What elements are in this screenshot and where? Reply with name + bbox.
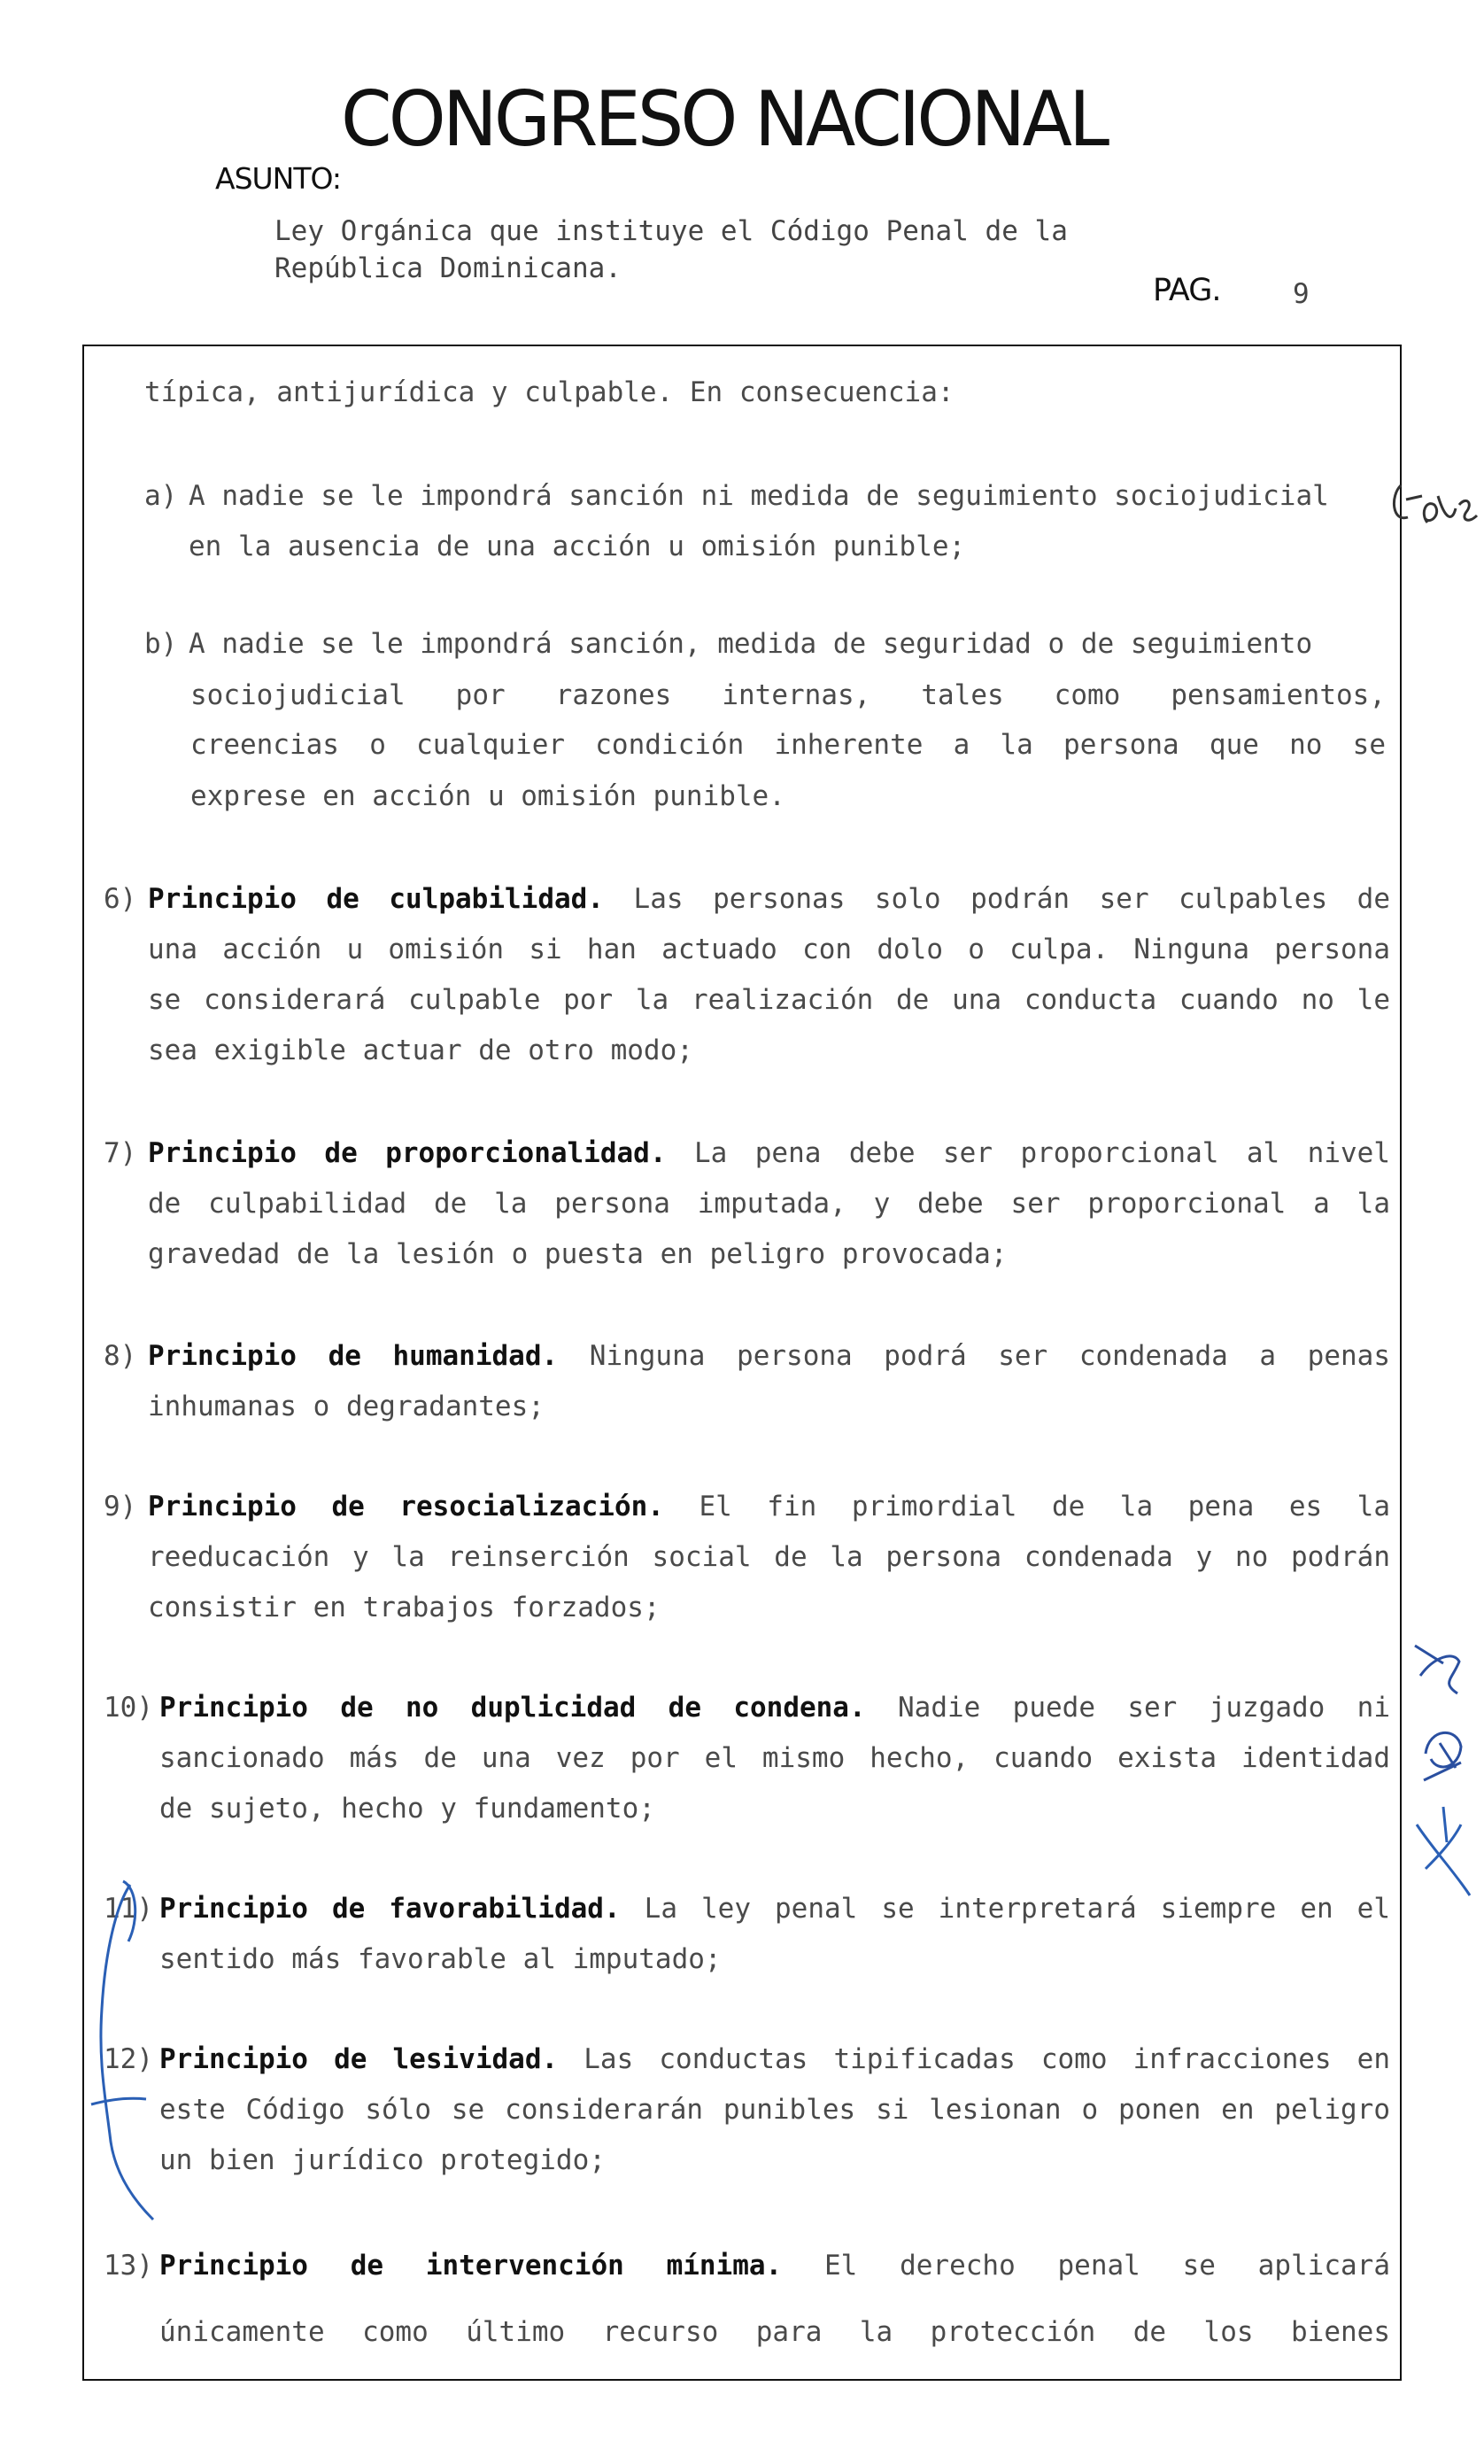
principle-first-line bbox=[159, 1895, 1390, 1923]
page-title: CONGRESO NACIONAL bbox=[341, 75, 1107, 164]
principle-number: 9) bbox=[104, 1491, 137, 1523]
principle-title: Principio de favorabilidad. bbox=[159, 1893, 621, 1925]
principle-text: Las personas solo podrán ser culpables de bbox=[633, 883, 1390, 915]
principle-number: 10) bbox=[104, 1692, 153, 1724]
principle-number: 8) bbox=[104, 1340, 137, 1372]
subject-line: República Dominicana. bbox=[274, 252, 622, 284]
principle-title: Principio de humanidad. bbox=[148, 1340, 559, 1372]
signature-mark-right bbox=[1408, 1630, 1484, 1913]
principle-line: se considerará culpable por la realización de una conducta cuando no le bbox=[148, 984, 1390, 1016]
principle-first-line bbox=[148, 1137, 1390, 1169]
principle-text: La ley penal se interpretará siempre en el bbox=[644, 1893, 1390, 1925]
principle-line: únicamente como último recurso para la protección de los bienes bbox=[159, 2316, 1390, 2348]
principle-line: sea exigible actuar de otro modo; bbox=[148, 1034, 693, 1066]
principle-line: de culpabilidad de la persona imputada, y debe ser proporcional a la bbox=[148, 1188, 1390, 1220]
principle-title: Principio de lesividad. bbox=[159, 2043, 559, 2075]
item-marker: b) bbox=[144, 628, 178, 660]
principle-first-line bbox=[159, 1694, 1390, 1722]
principle-text: Ninguna persona podrá ser condenada a penas bbox=[589, 1340, 1390, 1372]
principle-title: Principio de proporcionalidad. bbox=[148, 1137, 667, 1169]
principle-title: Principio de culpabilidad. bbox=[148, 883, 604, 915]
principle-line: una acción u omisión si han actuado con dolo o culpa. Ninguna persona bbox=[148, 934, 1390, 965]
subject-line: Ley Orgánica que instituye el Código Penal de la bbox=[274, 215, 1068, 247]
item-b-line: A nadie se le impondrá sanción, medida de seguridad o de seguimiento bbox=[189, 628, 1313, 660]
principle-title: Principio de intervención mínima. bbox=[159, 2250, 783, 2282]
page-label: PAG. bbox=[1153, 273, 1221, 308]
principle-first-line bbox=[148, 1340, 1390, 1372]
principle-line: un bien jurídico protegido; bbox=[159, 2144, 606, 2176]
principle-number: 12) bbox=[104, 2043, 153, 2075]
item-b-line: creencias o cualquier condición inherente a la persona que no se bbox=[190, 729, 1386, 761]
principle-first-line bbox=[159, 2252, 1390, 2280]
principle-number: 6) bbox=[104, 883, 137, 915]
principle-text: El fin primordial de la pena es la bbox=[699, 1491, 1390, 1523]
subject bbox=[274, 213, 1068, 287]
principle-first-line bbox=[148, 883, 1390, 915]
item-a-line: en la ausencia de una acción u omisión punible; bbox=[189, 531, 966, 562]
item-a-line: A nadie se le impondrá sanción ni medida de seguimiento sociojudicial bbox=[189, 480, 1329, 512]
item-marker: a) bbox=[144, 480, 178, 512]
principle-number: 13) bbox=[104, 2250, 153, 2282]
principle-first-line bbox=[148, 1493, 1390, 1521]
principle-text: El derecho penal se aplicará bbox=[824, 2250, 1390, 2282]
principle-line: sentido más favorable al imputado; bbox=[159, 1943, 722, 1975]
page-number: 9 bbox=[1293, 278, 1310, 310]
principle-line: reeducación y la reinserción social de la persona condenada y no podrán bbox=[148, 1541, 1390, 1573]
principle-title: Principio de no duplicidad de condena. bbox=[159, 1692, 866, 1724]
principle-line: inhumanas o degradantes; bbox=[148, 1391, 545, 1422]
principle-text: La pena debe ser proporcional al nivel bbox=[693, 1137, 1390, 1169]
principle-line: este Código sólo se considerarán punibles si lesionan o ponen en peligro bbox=[159, 2094, 1390, 2126]
principle-line: sancionado más de una vez por el mismo hecho, cuando exista identidad bbox=[159, 1742, 1390, 1774]
principle-number: 11) bbox=[104, 1893, 153, 1925]
principle-line: de sujeto, hecho y fundamento; bbox=[159, 1793, 655, 1825]
principle-line: gravedad de la lesión o puesta en peligro provocada; bbox=[148, 1238, 1008, 1270]
principle-title: Principio de resocialización. bbox=[148, 1491, 664, 1523]
principle-first-line bbox=[159, 2043, 1390, 2075]
asunto-label: ASUNTO: bbox=[215, 161, 342, 196]
principle-number: 7) bbox=[104, 1137, 137, 1169]
principle-text: Las conductas tipificadas como infracciones en bbox=[584, 2043, 1390, 2075]
intro-text: típica, antijurídica y culpable. En consecuencia: bbox=[144, 376, 955, 408]
item-b-line: exprese en acción u omisión punible. bbox=[190, 780, 785, 812]
item-b-line: sociojudicial por razones internas, tales como pensamientos, bbox=[190, 679, 1386, 711]
principle-text: Nadie puede ser juzgado ni bbox=[898, 1692, 1390, 1724]
principle-line: consistir en trabajos forzados; bbox=[148, 1592, 661, 1623]
